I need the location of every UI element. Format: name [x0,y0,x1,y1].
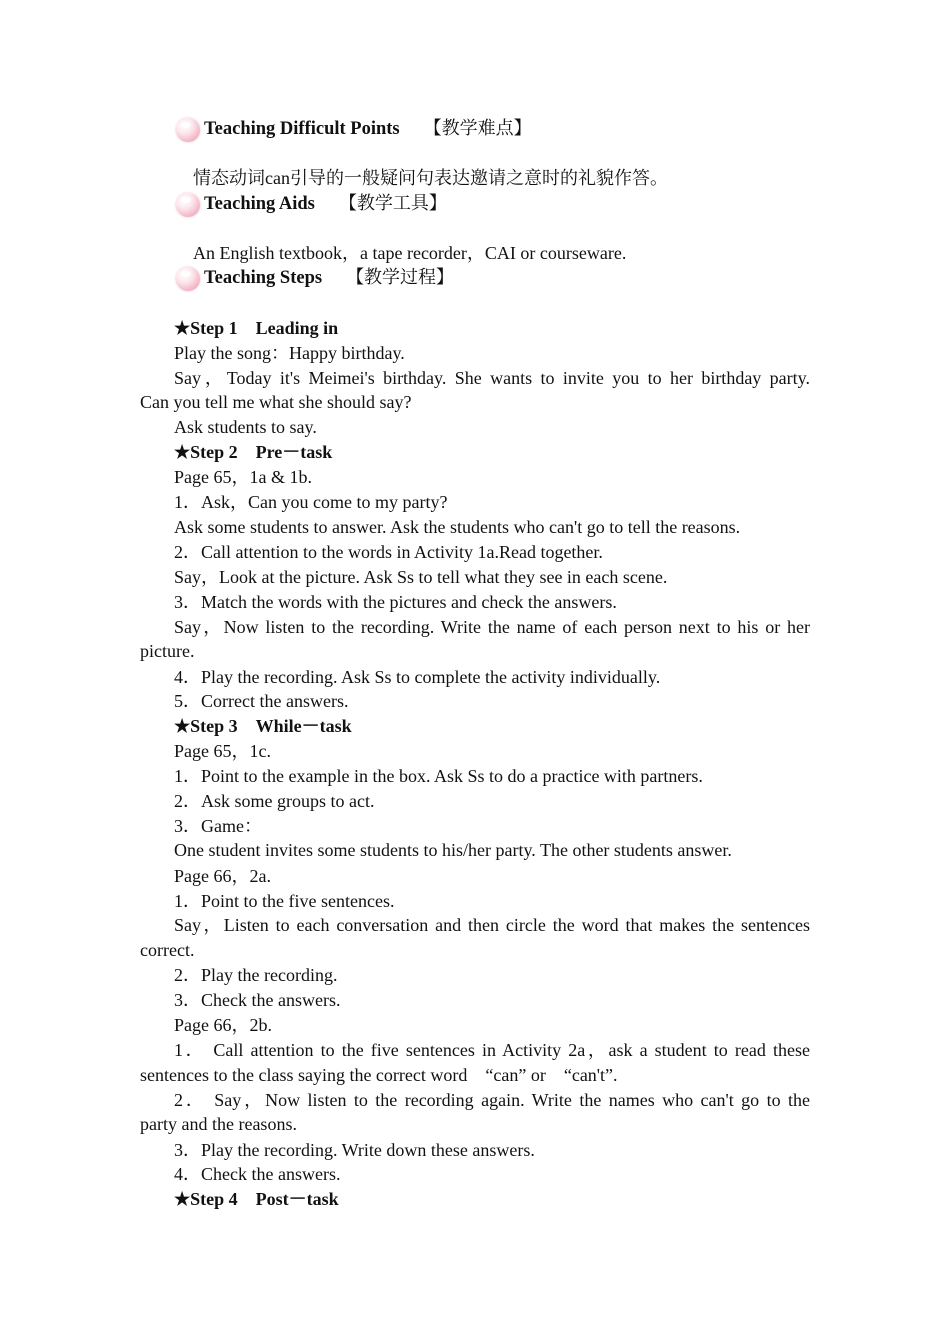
text-line: Ask some students to answer. Ask the students who can't go to tell the reasons. [174,517,741,537]
text-line: 2． Say，Now listen to the recording again. Write the names who can't go to the [174,1090,810,1110]
heading-en: Teaching Steps [204,268,323,288]
heading-en: Teaching Difficult Points [204,119,400,139]
step-heading: ★Step 2 Pre－task [174,442,333,462]
heading-cn: 【教学过程】 [346,267,455,287]
text-line: Ask students to say. [174,417,317,437]
text-line: Say，Today it's Meimei's birthday. She wants to invite you to her birthday party. [174,368,810,388]
text-line: 2．Call attention to the words in Activity 1a.Read together. [174,542,603,562]
difficult-points-text: 情态动词can引导的一般疑问句表达邀请之意时的礼貌作答。 [193,168,668,188]
text-line: 3．Play the recording. Write down these answers. [174,1140,535,1160]
text-line: 1．Point to the five sentences. [174,891,395,911]
text-line: Page 66，2b. [174,1015,272,1035]
text-line: 5．Correct the answers. [174,691,349,711]
heading-difficult-points [174,112,532,146]
heading-cn: 【教学工具】 [338,193,447,213]
heading-cn: 【教学难点】 [423,118,532,138]
teaching-aids-text: An English textbook，a tape recorder，CAI or courseware. [193,243,627,263]
text-line: Play the song：Happy birthday. [174,343,405,363]
text-line: 4．Check the answers. [174,1164,341,1184]
heading-teaching-aids [174,187,447,221]
heading-teaching-steps [174,261,454,295]
text-line: 2．Ask some groups to act. [174,791,375,811]
heading-en: Teaching Aids [204,194,315,214]
text-line: 3．Game： [174,816,262,836]
text-line: correct. [140,940,195,960]
step-heading: ★Step 3 While－task [174,716,352,736]
step-heading: ★Step 4 Post－task [174,1189,339,1209]
text-line: Page 66，2a. [174,866,271,886]
text-line: Say，Listen to each conversation and then circle the word that makes the sentences [174,915,810,935]
text-line: 2．Play the recording. [174,965,338,985]
text-line: Say，Now listen to the recording. Write the name of each person next to his or her [174,617,810,637]
text-line: 4．Play the recording. Ask Ss to complete the activity individually. [174,667,661,687]
pink-bubble-icon [174,265,204,295]
text-line: 1．Point to the example in the box. Ask Ss to do a practice with partners. [174,766,703,786]
text-line: 3．Match the words with the pictures and check the answers. [174,592,617,612]
text-line: sentences to the class saying the correct word “can” or “can't”. [140,1065,618,1085]
text-line: picture. [140,641,195,661]
text-line: Can you tell me what she should say? [140,392,412,412]
text-line: Page 65，1c. [174,741,271,761]
text-line: Say，Look at the picture. Ask Ss to tell what they see in each scene. [174,567,668,587]
text-line: One student invites some students to his/her party. The other students answer. [174,840,732,860]
text-line: Page 65，1a & 1b. [174,467,312,487]
pink-bubble-icon [174,191,204,221]
text-line: 1．Ask，Can you come to my party? [174,492,448,512]
text-line: 1． Call attention to the five sentences in Activity 2a，ask a student to read these [174,1040,810,1060]
pink-bubble-icon [174,116,204,146]
text-line: party and the reasons. [140,1114,297,1134]
text-line: 3．Check the answers. [174,990,341,1010]
step-heading: ★Step 1 Leading in [174,318,339,338]
